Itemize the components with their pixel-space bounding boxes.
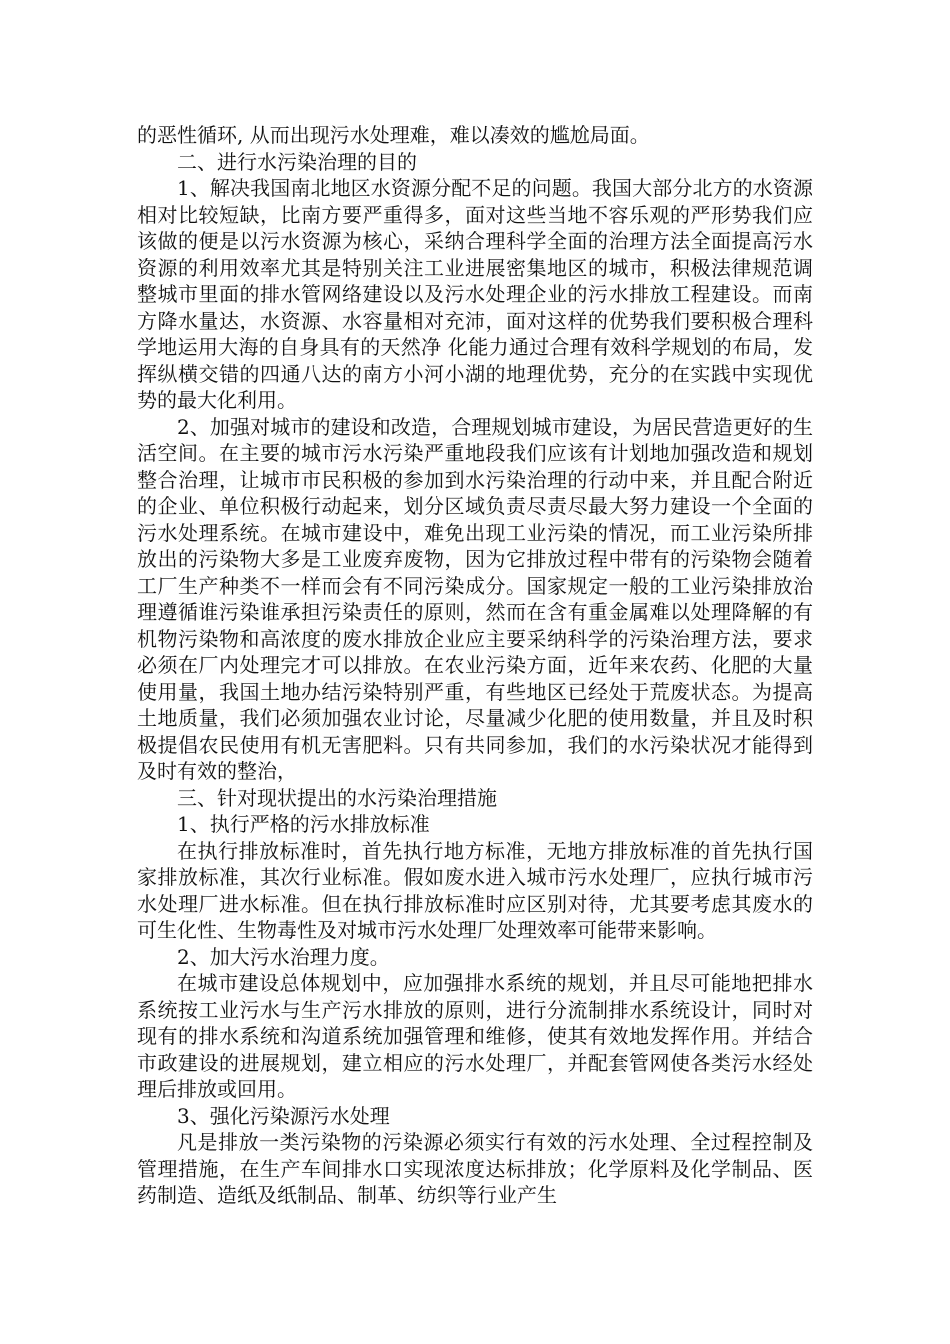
section-heading: 二、进行水污染治理的目的 xyxy=(177,149,417,174)
paragraph: 的恶性循环, 从而出现污水处理难，难以凑效的尴尬局面。 xyxy=(137,123,650,147)
document-body xyxy=(137,122,813,1209)
subsection-heading: 3、强化污染源污水处理 xyxy=(177,1103,390,1128)
paragraph: 2、加强对城市的建设和改造，合理规划城市建设，为居民营造更好的生活空间。在主要的城市污水污染严重地段我们应该有计划地加强改造和规划整合治理，让城市市民积极的参加到水污染治理的行动中来，并且配合附近的企业、单位积极行动起来，划分区域负责尽责尽最大努力建设一个全面的污水处理系统。在城市建设中，难免出现工业污染的情况，而工业污染所排放出的污染物大多是工业废弃废物，因为它排放过程中带有的污染物会随着工厂生产种类不一样而会有不同污染成分。国家规定一般的工业污染排放治理遵循谁污染谁承担污染责任的原则，然而在含有重金属难以处理降解的有机物污染物和高浓度的废水排放企业应主要采纳科学的污染治理方法，要求必须在厂内处理完才可以排放。在农业污染方面，近年来农药、化肥的大量使用量，我国土地办结污染特别严重，有些地区已经处于荒废状态。为提高土地质量，我们必须加强农业讨论，尽量减少化肥的使用数量，并且及时积极提倡农民使用有机无害肥料。只有共同参加，我们的水污染状况才能得到及时有效的整治， xyxy=(137,414,813,783)
section-heading: 三、针对现状提出的水污染治理措施 xyxy=(177,785,497,810)
subsection-heading: 2、加大污水治理力度。 xyxy=(177,944,390,969)
subsection-heading: 1、执行严格的污水排放标准 xyxy=(177,812,430,836)
paragraph: 1、解决我国南北地区水资源分配不足的问题。我国大部分北方的水资源相对比较短缺，比南方要严重得多，面对这些当地不容乐观的严形势我们应该做的便是以污水资源为核心，采纳合理科学全面的治理方法全面提高污水资源的利用效率尤其是特别关注工业进展密集地区的城市，积极法律规范调整城市里面的排水管网络建设以及污水处理企业的污水排放工程建设。而南方降水量达，水资源、水容量相对充沛，面对这样的优势我们要积极合理科学地运用大海的自身具有的天然净 化能力通过合理有效科学规划的布局，发挥纵横交错的四通八达的南方小河小湖的地理优势，充分的在实践中实现优势的最大化利用。 xyxy=(137,176,813,412)
paragraph: 在城市建设总体规划中，应加强排水系统的规划，并且尽可能地把排水系统按工业污水与生产污水排放的原则，进行分流制排水系统设计，同时对现有的排水系统和沟道系统加强管理和维修，使其有效地发挥作用。并结合市政建设的进展规划，建立相应的污水处理厂，并配套管网使各类污水经处理后排放或回用。 xyxy=(137,971,813,1101)
paragraph: 凡是排放一类污染物的污染源必须实行有效的污水处理、全过程控制及管理措施，在生产车间排水口实现浓度达标排放；化学原料及化学制品、医药制造、造纸及纸制品、制革、纺织等行业产生 xyxy=(137,1130,813,1207)
paragraph: 在执行排放标准时，首先执行地方标准，无地方排放标准的首先执行国家排放标准，其次行业标准。假如废水进入城市污水处理厂，应执行城市污水处理厂进水标准。但在执行排放标准时应区别对待，尤其要考虑其废水的可生化性、生物毒性及对城市污水处理厂处理效率可能带来影响。 xyxy=(137,838,813,942)
